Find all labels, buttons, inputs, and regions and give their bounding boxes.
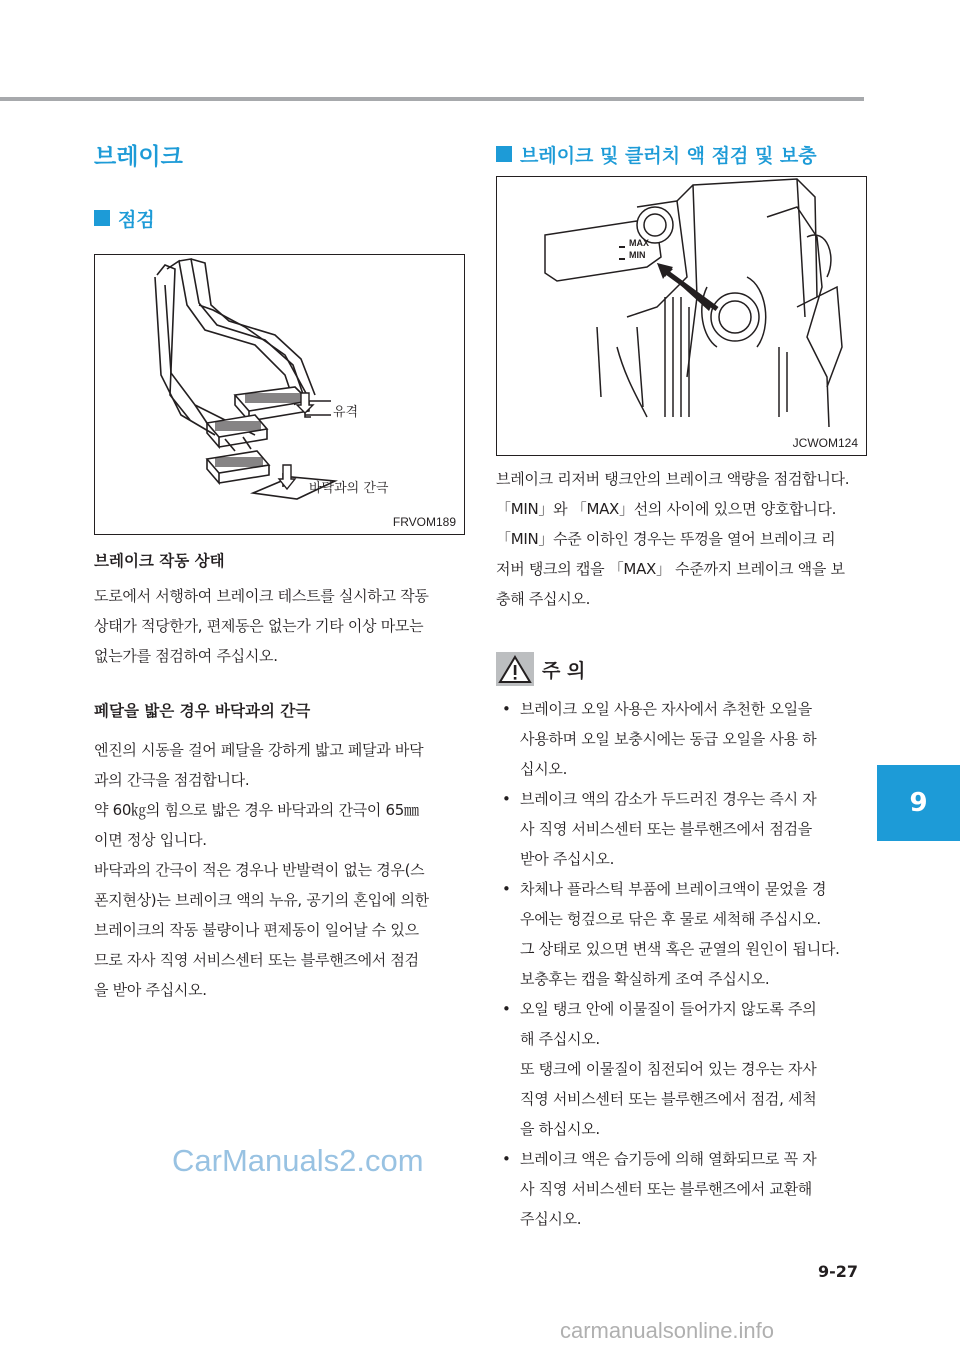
text-line: 상태가 적당한가, 편제동은 없는가 기타 이상 마모는: [94, 617, 424, 635]
text-line: 충해 주십시오.: [496, 590, 591, 608]
fluid-text: [496, 464, 868, 614]
label-play: 유격: [333, 405, 359, 420]
text-line: 므로 자사 직영 서비스센터 또는 블루핸즈에서 점검: [94, 951, 419, 969]
text-line: 사 직영 서비스센터 또는 블루핸즈에서 점검을: [520, 820, 812, 838]
list-item: [496, 994, 868, 1144]
text-line: 브레이크의 작동 불량이나 편제동이 일어날 수 있으: [94, 921, 419, 939]
sub-title-inspection: [94, 204, 468, 232]
watermark-carmanualsonline: carmanualsonline.info: [560, 1318, 775, 1343]
chapter-tab: 9: [877, 765, 960, 841]
label-min: MIN: [629, 250, 646, 260]
text-line: 받아 주십시오.: [520, 850, 615, 868]
figure-code: JCWOM124: [792, 436, 858, 450]
watermark-carmanuals2: CarManuals2.com: [172, 1143, 424, 1178]
header-rule: [0, 97, 864, 101]
label-max: MAX: [629, 238, 649, 248]
text-line: 을 하십시오.: [520, 1120, 600, 1138]
list-item: [496, 784, 868, 874]
text-line: • 브레이크 액은 습기등에 의해 열화되므로 꼭 자: [520, 1150, 817, 1168]
text-line: 우에는 헝겊으로 닦은 후 물로 세척해 주십시오.: [520, 910, 821, 928]
text-line: • 차체나 플라스틱 부품에 브레이크액이 묻었을 경: [520, 880, 827, 898]
text-line: 바닥과의 간극이 적은 경우나 반발력이 없는 경우(스: [94, 861, 425, 879]
pedal-figure: [94, 254, 465, 535]
figure-code: FRVOM189: [392, 515, 456, 529]
text-line: 「MIN」수준 이하인 경우는 뚜껑을 열어 브레이크 리: [496, 530, 836, 548]
square-bullet-icon: [94, 210, 110, 226]
warning-triangle-icon: [496, 652, 534, 686]
operation-text: [94, 581, 468, 671]
list-item: [496, 1144, 868, 1234]
text-line: 직영 서비스센터 또는 블루핸즈에서 점검, 세척: [520, 1090, 817, 1108]
section-title: 브레이크: [94, 144, 183, 170]
caution-title: 주 의: [542, 659, 586, 682]
clearance-heading: 페달을 밟은 경우 바닥과의 간극: [94, 702, 311, 720]
text-line: 도로에서 서행하여 브레이크 테스트를 실시하고 작동: [94, 587, 429, 605]
clearance-text: [94, 735, 468, 1005]
text-line: 없는가를 점검하여 주십시오.: [94, 647, 278, 665]
text-line: 또 탱크에 이물질이 침전되어 있는 경우는 자사: [520, 1060, 817, 1078]
page-number: 9-27: [818, 1262, 859, 1281]
list-item: [496, 874, 868, 994]
text-line: 사용하며 오일 보충시에는 동급 오일을 사용 하: [520, 730, 817, 748]
text-line: 과의 간극을 점검합니다.: [94, 771, 250, 789]
text-line: • 브레이크 액의 감소가 두드러진 경우는 즉시 자: [520, 790, 817, 808]
sub-title-text: 점검: [118, 208, 155, 231]
list-item: [496, 694, 868, 784]
text-line: 브레이크 리저버 탱크안의 브레이크 액량을 점검합니다.: [496, 470, 850, 488]
brake-reservoir-illustration: [497, 177, 865, 454]
text-line: 약 60㎏의 힘으로 밟은 경우 바닥과의 간극이 65㎜: [94, 801, 419, 819]
text-line: • 오일 탱크 안에 이물질이 들어가지 않도록 주의: [520, 1000, 817, 1018]
text-line: 십시오.: [520, 760, 568, 778]
text-line: 그 상태로 있으면 변색 혹은 균열의 원인이 됩니다.: [520, 940, 840, 958]
text-line: 폰지현상)는 브레이크 액의 누유, 공기의 혼입에 의한: [94, 891, 429, 909]
right-column: [496, 140, 868, 1234]
sub-title-text: 브레이크 및 클러치 액 점검 및 보충: [520, 144, 817, 167]
reservoir-figure: [496, 176, 867, 456]
text-line: 사 직영 서비스센터 또는 블루핸즈에서 교환해: [520, 1180, 812, 1198]
text-line: • 브레이크 오일 사용은 자사에서 추천한 오일을: [520, 700, 812, 718]
text-line: 엔진의 시동을 걸어 페달을 강하게 밟고 페달과 바닥: [94, 741, 424, 759]
text-line: 저버 탱크의 캡을 「MAX」 수준까지 브레이크 액을 보: [496, 560, 845, 578]
text-line: 을 받아 주십시오.: [94, 981, 207, 999]
sub-title-fluid: [496, 140, 868, 168]
text-line: 해 주십시오.: [520, 1030, 600, 1048]
square-bullet-icon: [496, 146, 512, 162]
operation-heading: 브레이크 작동 상태: [94, 552, 225, 570]
brake-pedal-illustration: [95, 255, 463, 533]
text-line: 이면 정상 입니다.: [94, 831, 207, 849]
caution-header: [496, 652, 868, 686]
text-line: 보충후는 캡을 확실하게 조여 주십시오.: [520, 970, 770, 988]
caution-list: [496, 694, 868, 1234]
text-line: 「MIN」와 「MAX」선의 사이에 있으면 양호합니다.: [496, 500, 837, 518]
label-floor-clearance: 바닥과의 간극: [309, 481, 389, 496]
text-line: 주십시오.: [520, 1210, 582, 1228]
left-column: [94, 140, 468, 1005]
